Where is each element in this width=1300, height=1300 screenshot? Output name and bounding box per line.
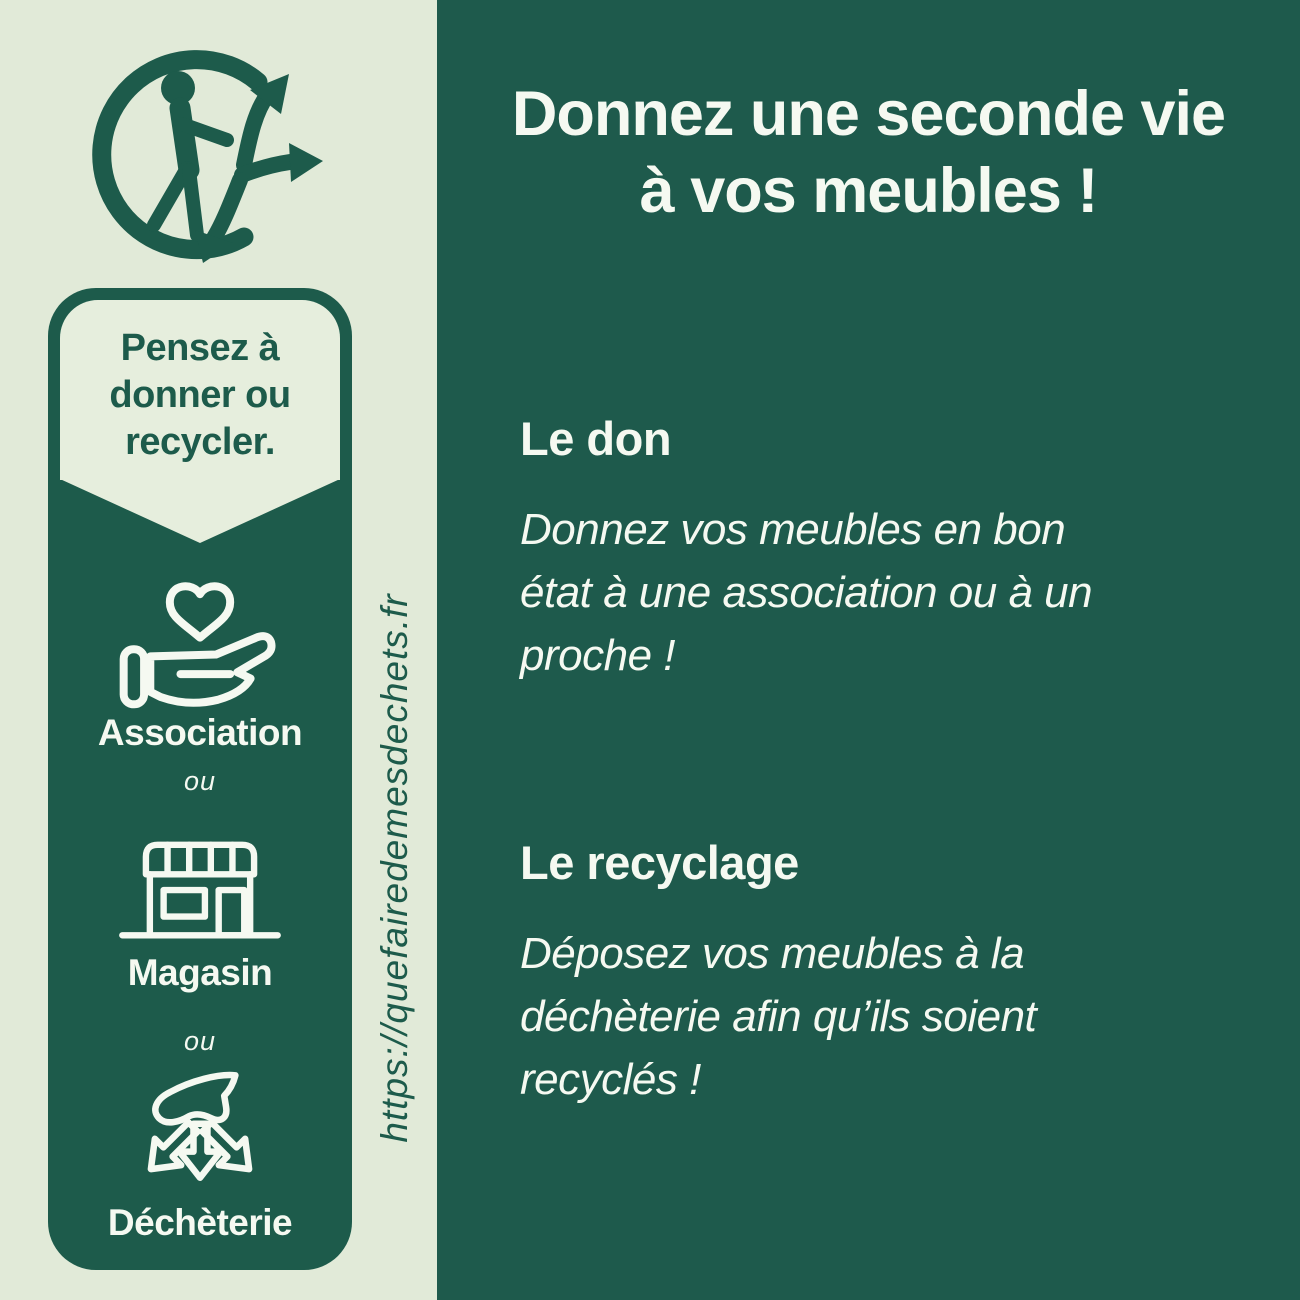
banner-title-line1: Pensez à (120, 327, 280, 369)
le-don-body-line1: Donnez vos meubles en bon (520, 505, 1066, 554)
storefront-icon (48, 833, 352, 951)
le-recyclage-body-line2: déchèterie afin qu’ils soient (520, 992, 1037, 1041)
banner-title (109, 325, 290, 480)
section-le-recyclage-title: Le recyclage (520, 836, 799, 889)
separator-ou-2: ou (183, 1026, 217, 1056)
separator-ou-1: ou (183, 766, 217, 796)
page-title-line1: Donnez une seconde vie (511, 79, 1226, 149)
website-url: https://quefairedemesdechets.fr (374, 593, 415, 1143)
section-le-don-body (520, 498, 1260, 687)
pennant-point (60, 479, 340, 543)
pennant-shape (60, 300, 340, 543)
le-recyclage-body-line1: Déposez vos meubles à la (520, 929, 1025, 978)
section-le-recyclage (520, 836, 1260, 1111)
decheterie-label: Déchèterie (107, 1202, 293, 1243)
section-le-recyclage-body (520, 922, 1260, 1111)
page-title-line2: à vos meubles ! (639, 156, 1098, 226)
section-le-don (520, 412, 1260, 687)
banner-title-line2: donner ou (109, 374, 291, 416)
magasin-label: Magasin (127, 952, 273, 993)
hand-sorting-arrows-icon (48, 1066, 352, 1201)
heart-in-hand-icon (48, 580, 352, 722)
pennant-top (60, 300, 340, 480)
le-don-body-line2: état à une association ou à un (520, 568, 1093, 617)
main-panel (437, 0, 1300, 1300)
page-title (437, 76, 1300, 230)
left-banner (48, 288, 352, 1270)
le-don-body-line3: proche ! (520, 631, 675, 680)
triman-recycling-logo-icon (92, 40, 332, 270)
association-label: Association (97, 712, 303, 753)
section-le-don-title: Le don (520, 412, 672, 465)
le-recyclage-body-line3: recyclés ! (520, 1055, 701, 1104)
banner-title-line3: recycler. (125, 421, 275, 463)
